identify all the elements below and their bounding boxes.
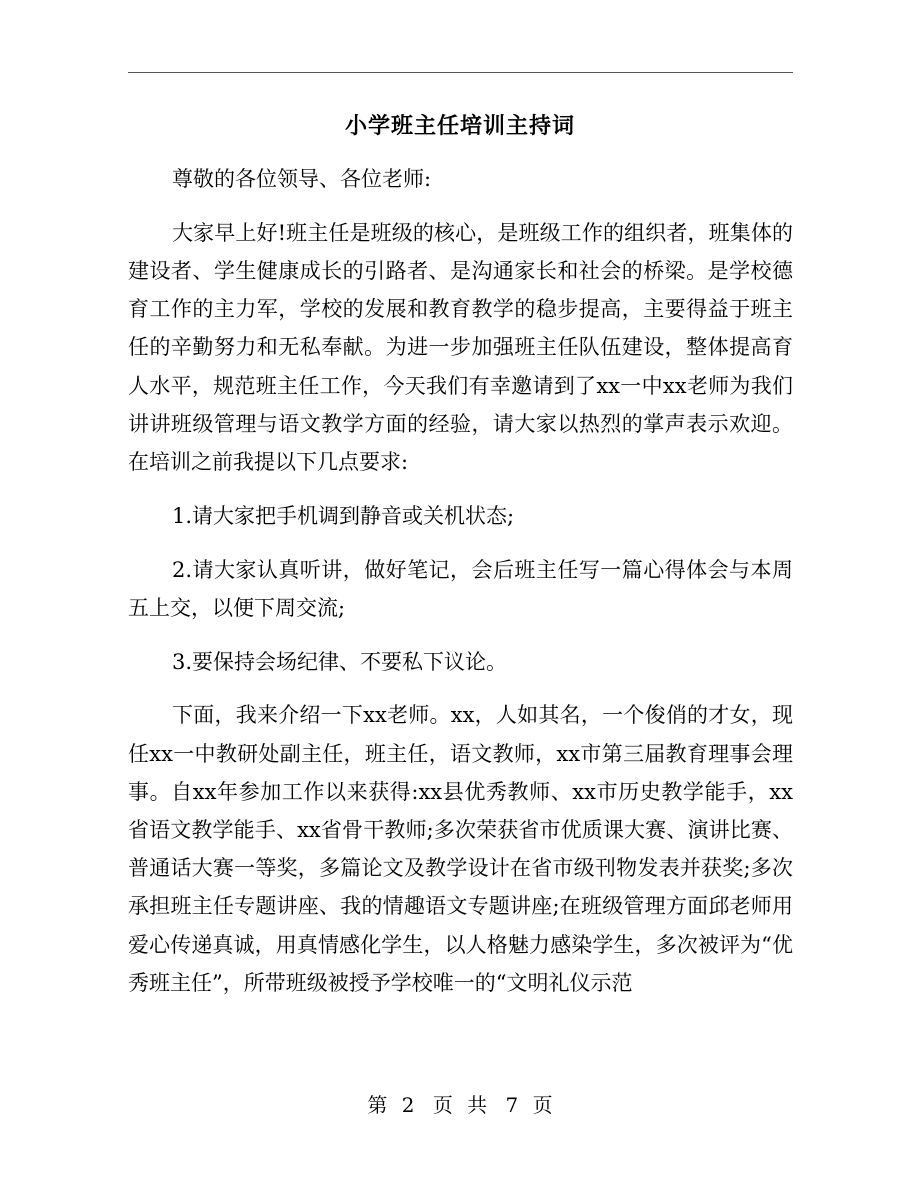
- requirement-2: 2.请大家认真听讲，做好笔记，会后班主任写一篇心得体会与本周五上交，以便下周交流;: [128, 557, 793, 620]
- footer-prefix: 第: [367, 1093, 388, 1117]
- document-title: 小学班主任培训主持词: [344, 113, 575, 139]
- opening-paragraph: 大家早上好!班主任是班级的核心，是班级工作的组织者，班集体的建设者、学生健康成长的引路者、是沟通家长和社会的桥梁。是学校德育工作的主力军，学校的发展和教育教学的稳步提高，主要得益于班主任的辛勤努力和无私奉献。为进一步加强班主任队伍建设，整体提高育人水平，规范班主任工作，今天我们有幸邀请到了xx一中xx老师为我们讲讲班级管理与语文教学方面的经验，请大家以热烈的掌声表示欢迎。在培训之前我提以下几点要求:: [128, 220, 793, 475]
- requirement-3: 3.要保持会场纪律、不要私下议论。: [172, 649, 508, 674]
- footer-suffix: 页: [532, 1093, 553, 1117]
- page-footer: [0, 1090, 920, 1120]
- header-rule: [128, 72, 793, 73]
- introduction-paragraph: 下面，我来介绍一下xx老师。xx，人如其名，一个俊俏的才女，现任xx一中教研处副主任，班主任，语文教师，xx市第三届教育理事会理事。自xx年参加工作以来获得:xx县优秀教师、xx市历史教学能手，xx省语文教学能手、xx省骨干教师;多次荣获省市优质课大赛、演讲比赛、普通话大赛一等奖，多篇论文及教学设计在省市级刊物发表并获奖;多次承担班主任专题讲座、我的情趣语文专题讲座;在班级管理方面邱老师用爱心传递真诚，用真情感化学生，以人格魅力感染学生，多次被评为“优秀班主任”，所带班级被授予学校唯一的“文明礼仪示范: [128, 703, 793, 995]
- requirement-1: 1.请大家把手机调到静音或关机状态;: [172, 503, 515, 528]
- footer-page-word: 页: [432, 1093, 453, 1117]
- greeting-paragraph: 尊敬的各位领导、各位老师:: [172, 167, 432, 191]
- document-body: [128, 160, 793, 1018]
- footer-total-word: 共: [467, 1093, 488, 1117]
- total-page-number: 7: [505, 1093, 519, 1117]
- current-page-number: 2: [401, 1093, 415, 1117]
